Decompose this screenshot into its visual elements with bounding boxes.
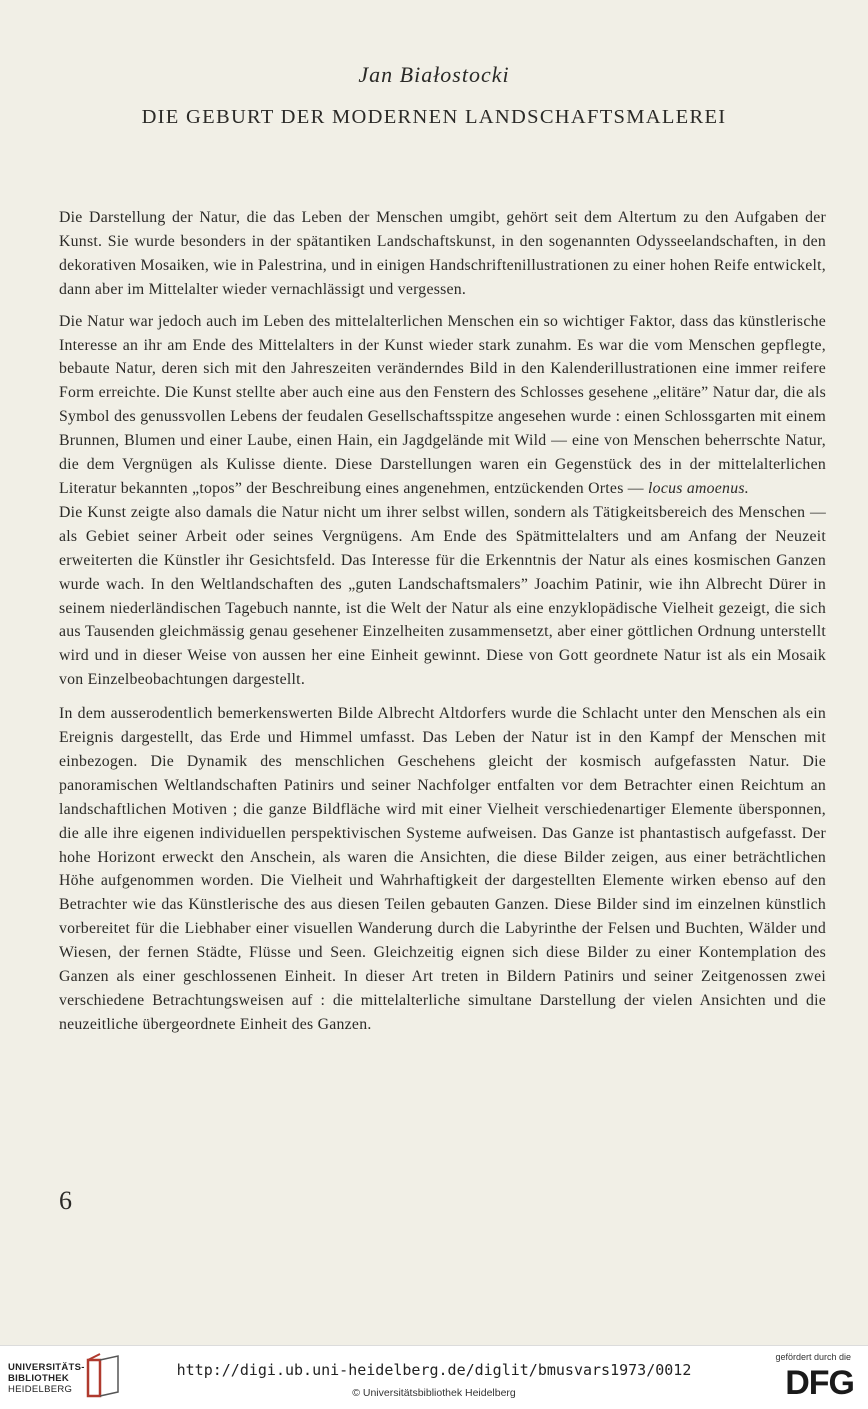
- paragraph-1: Die Darstellung der Natur, die das Leben der Menschen umgibt, gehört seit dem Altertum zu den Aufgaben der Kunst. Sie wurde besonders in der spätantiken Landschaftskunst, in den sogenannten Odysseelandschaften, in den dekorativen Mosaiken, wie in Palestrina, und in einigen Handschriftenillustrationen zu einer hohen Reife entwickelt, dann aber im Mittelalter wieder vernachlässigt und vergessen.: [59, 209, 826, 298]
- paragraph-2: [59, 310, 826, 501]
- article-title: DIE GEBURT DER MODERNEN LANDSCHAFTSMALEREI: [141, 106, 727, 128]
- permalink-url[interactable]: http://digi.ub.uni-heidelberg.de/diglit/bmusvars1973/0012: [176, 1361, 692, 1379]
- locus-amoenus: locus amoenus.: [648, 479, 749, 497]
- paragraph-3: Die Kunst zeigte also damals die Natur nicht um ihrer selbst willen, sondern als Tätigkeitsbereich des Menschen — als Gebiet seiner Arbeit oder seines Vergnügens. Am Ende des Spätmittelalters und am Anfang der Neuzeit erweiterten die Künstler ihr Gesichtsfeld. Das Interesse für die Erkenntnis der Natur als eines kosmischen Ganzen wurde wach. In den Weltlandschaften des „guten Landschaftsmalers” Joachim Patinir, wie ihn Albrecht Dürer in seinem niederländischen Tagebuch nannte, ist die Welt der Natur als eine enzyklopädische Vielheit gezeigt, die sich aus Tausenden gleichmässig genau gesehener Einzelheiten zusammensetzt, aber einer göttlichen Ordnung unterstellt wird und in dieser Weise von aussen her eine Einheit gewinnt. Diese von Gott geordnete Natur ist als ein Mosaik von Einzelbeobachtungen dargestellt.: [59, 503, 826, 689]
- paragraph-4: In dem ausserodentlich bemerkenswerten Bilde Albrecht Altdorfers wurde die Schlacht unter den Menschen als ein Ereignis dargestellt, das Erde und Himmel umfasst. Das Leben der Natur ist in den Kampf der Menschen mit einbezogen. Die Dynamik des menschlichen Geschehens gleicht der kosmisch aufgefassten Natur. Die panoramischen Weltlandschaften Patinirs und seiner Nachfolger entfalten vor dem Betrachter einen Reichtum an landschaftlichen Motiven ; die ganze Bildfläche wird mit einer Vielheit verschiedenartiger Elemente übersponnen, die alle ihre eigenen individuellen perspektivischen Systeme aufweisen. Das Ganze ist phantastisch aufgefasst. Der hohe Horizont erweckt den Anschein, als waren die Ansichten, die diese Bilder zeigen, aus einer beträchtlichen Höhe aufgenommen worden. Die Vielheit und Wahrhaftigkeit der dargestellten Elemente wirken ebenso auf den Betrachter wie das Künstlerische des aus diesen Teilen gebauten Ganzen. Diese Bilder sind im einzelnen künstlich vorbereitet für die Liebhaber einer visuellen Wanderung durch die Labyrinthe der Felsen und Buchten, Wälder und Wiesen, der fernen Städte, Flüsse und Seen. Gleichzeitig eignen sich diese Bilder zu einer Kontemplation des Ganzen als einer geschlossenen Einheit. In dieser Art treten in Bildern Patinirs und seiner Zeitgenossen zwei verschiedene Betrachtungsweisen auf : die mittelalterliche simultane Darstellung der vielen Ansichten und die neuzeitliche übergeordnete Einheit des Ganzen.: [59, 705, 826, 1033]
- digitization-footer: [0, 1345, 868, 1409]
- dfg-logo: DFG: [785, 1364, 854, 1402]
- copyright-notice: © Universitätsbibliothek Heidelberg: [352, 1387, 516, 1399]
- dfg-caption: gefördert durch die: [775, 1352, 851, 1362]
- page-number: 6: [59, 1186, 72, 1215]
- library-line-1: UNIVERSITÄTS-: [8, 1362, 85, 1373]
- paragraph-2-text: Die Natur war jedoch auch im Leben des mittelalterlichen Menschen ein so wichtiger Faktor, dass das künstlerische Interesse an ihr am Ende des Mittelalters in der Kunst wieder stark zunahm. Es war die vom Menschen gepflegte, bebaute Natur, deren sich mit den Jahreszeiten veränderndes Bild in den Kalenderillustrationen eine immer reifere Form erreichte. Die Kunst stellte aber auch eine aus den Fenstern des Schlosses gesehene „elitäre” Natur dar, die als Symbol des genussvollen Lebens der feudalen Gesellschaftsspitze angesehen wurde : einen Schlossgarten mit einem Brunnen, Blumen und einer Laube, einen Hain, ein Jagdgelände mit Wild — eine von Menschen beherrschte Natur, die dem Vergnügen als Kulisse diente. Diese Darstellungen waren ein Gegenstück des in der mittelalterlichen Literatur bekannten „topos” der Beschreibung eines angenehmen, entzückenden Ortes —: [59, 312, 826, 497]
- library-line-2: BIBLIOTHEK: [8, 1373, 70, 1384]
- article-body: [59, 206, 826, 1037]
- library-line-3: HEIDELBERG: [8, 1384, 73, 1395]
- author-name: Jan Białostocki: [358, 62, 510, 87]
